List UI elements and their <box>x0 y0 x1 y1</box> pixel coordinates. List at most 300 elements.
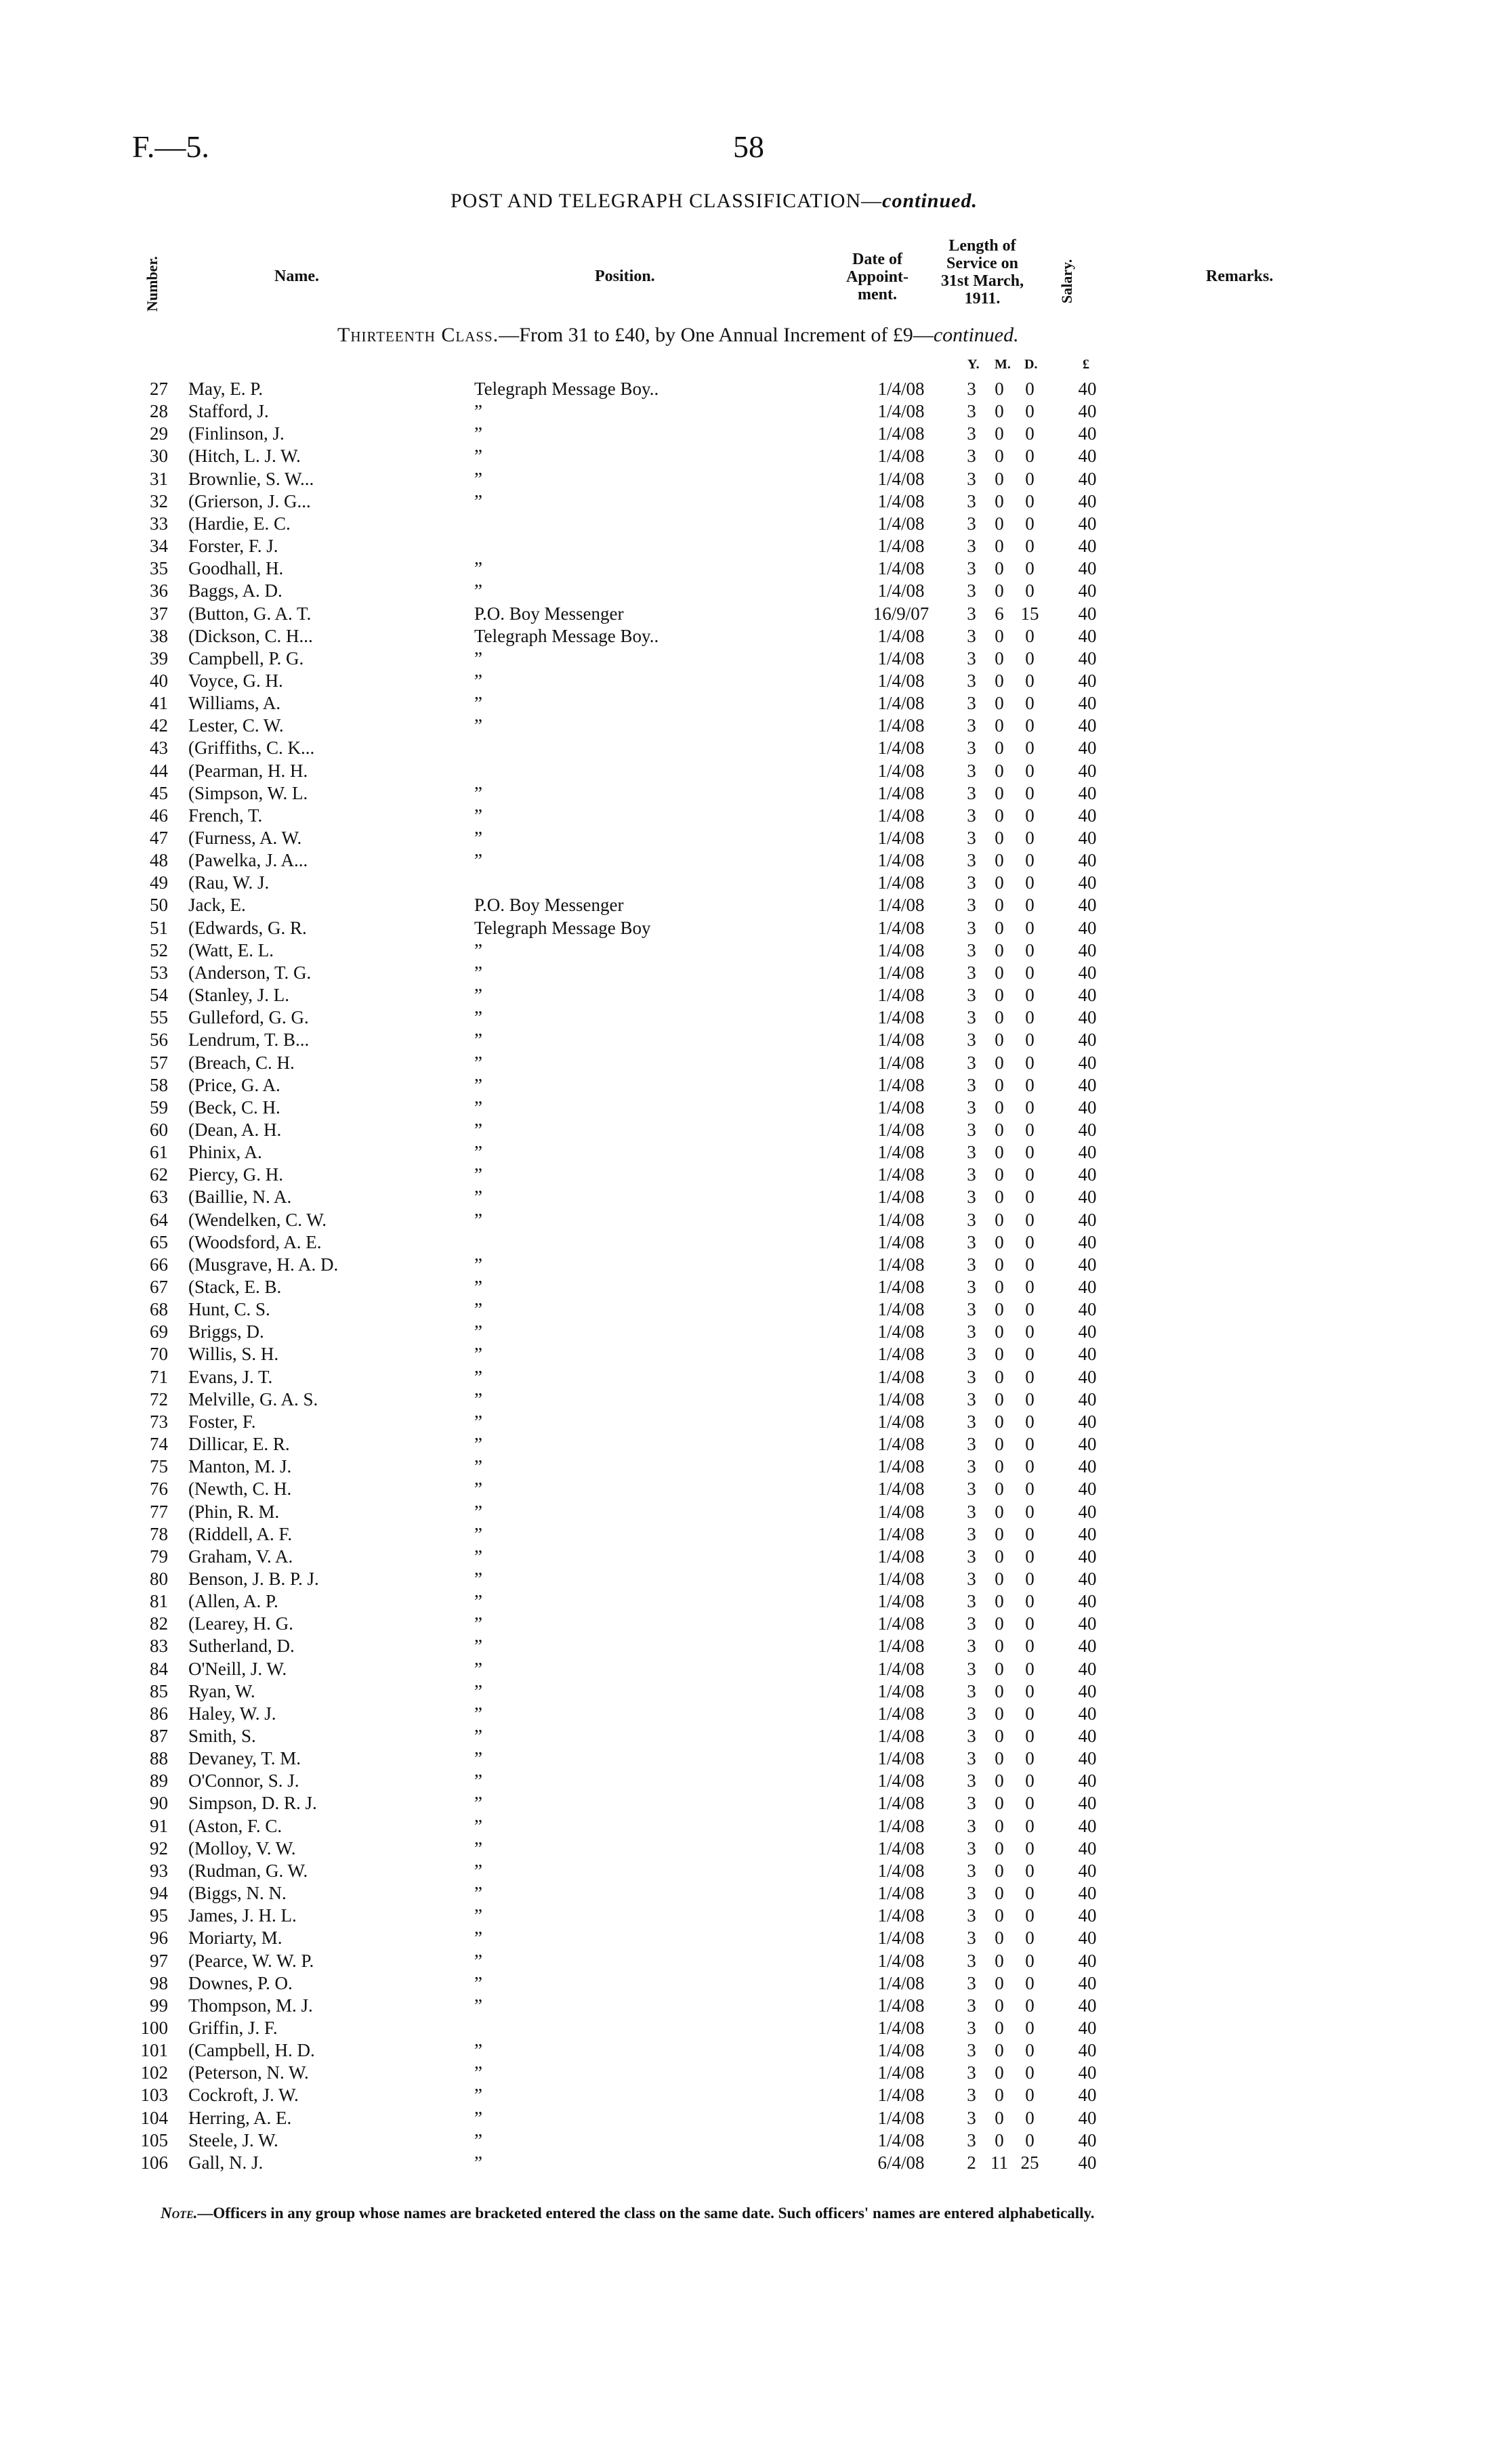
row-name: (Pearce, W. W. P. <box>188 1950 314 1971</box>
row-salary: 40 <box>1078 917 1097 938</box>
row-months: 0 <box>995 1793 1004 1814</box>
row-position: ” <box>474 828 482 848</box>
row-salary: 40 <box>1078 1748 1097 1769</box>
row-name: Haley, W. J. <box>188 1703 276 1724</box>
row-number: 46 <box>150 805 168 826</box>
row-number: 100 <box>140 2017 168 2038</box>
row-years: 3 <box>967 490 976 511</box>
row-position: ” <box>474 490 482 511</box>
row-date: 1/4/08 <box>877 1613 925 1634</box>
row-name: (Hitch, L. J. W. <box>188 446 301 467</box>
row-number: 47 <box>150 828 168 848</box>
row-salary: 40 <box>1078 1523 1097 1544</box>
row-date: 1/4/08 <box>877 895 925 916</box>
row-name: (Molloy, V. W. <box>188 1838 296 1858</box>
row-position: ” <box>474 2152 482 2173</box>
row-months: 0 <box>995 1142 1004 1163</box>
row-name: Benson, J. B. P. J. <box>188 1568 319 1589</box>
row-months: 0 <box>995 1434 1004 1455</box>
row-date: 1/4/08 <box>877 423 925 444</box>
row-name: (Stanley, J. L. <box>188 985 289 1006</box>
page-number: 58 <box>733 129 764 164</box>
row-days: 0 <box>1025 1703 1035 1724</box>
class-heading-suffix: continued. <box>933 324 1019 346</box>
row-salary: 40 <box>1078 2152 1097 2173</box>
row-years: 3 <box>967 1838 976 1858</box>
row-salary: 40 <box>1078 670 1097 691</box>
row-years: 3 <box>967 1411 976 1432</box>
row-name: Stafford, J. <box>188 401 269 422</box>
row-salary: 40 <box>1078 1995 1097 2016</box>
row-months: 0 <box>995 1726 1004 1746</box>
column-header-remarks: Remarks. <box>1206 268 1274 285</box>
row-years: 3 <box>967 850 976 871</box>
row-salary: 40 <box>1078 1972 1097 1993</box>
row-date: 1/4/08 <box>877 1591 925 1612</box>
row-number: 60 <box>150 1119 168 1140</box>
row-date: 1/4/08 <box>877 1972 925 1993</box>
row-months: 0 <box>995 805 1004 826</box>
row-months: 0 <box>995 1277 1004 1297</box>
row-days: 0 <box>1025 1254 1035 1275</box>
row-position: ” <box>474 2040 482 2061</box>
row-name: Melville, G. A. S. <box>188 1388 318 1409</box>
row-years: 3 <box>967 1972 976 1993</box>
row-number: 67 <box>150 1277 168 1297</box>
row-date: 1/4/08 <box>877 1636 925 1657</box>
row-position: ” <box>474 580 482 601</box>
row-months: 0 <box>995 715 1004 736</box>
row-years: 3 <box>967 1277 976 1297</box>
row-years: 3 <box>967 1680 976 1701</box>
row-number: 89 <box>150 1770 168 1791</box>
row-days: 0 <box>1025 1838 1035 1858</box>
row-days: 0 <box>1025 536 1035 557</box>
row-date: 1/4/08 <box>877 1479 925 1500</box>
row-position: ” <box>474 1254 482 1275</box>
row-date: 1/4/08 <box>877 1523 925 1544</box>
row-date: 1/4/08 <box>877 1434 925 1455</box>
row-salary: 40 <box>1078 1366 1097 1387</box>
column-header-name: Name. <box>274 268 319 285</box>
row-days: 0 <box>1025 1726 1035 1746</box>
row-days: 0 <box>1025 423 1035 444</box>
row-salary: 40 <box>1078 1411 1097 1432</box>
row-date: 1/4/08 <box>877 962 925 983</box>
row-number: 86 <box>150 1703 168 1724</box>
row-number: 93 <box>150 1860 168 1881</box>
row-date: 1/4/08 <box>877 2062 925 2083</box>
row-position: ” <box>474 1860 482 1881</box>
row-name: Downes, P. O. <box>188 1972 293 1993</box>
row-number: 35 <box>150 558 168 579</box>
row-years: 3 <box>967 1029 976 1050</box>
footnote-label: Note. <box>161 2205 198 2222</box>
row-years: 3 <box>967 1703 976 1724</box>
row-position: ” <box>474 1097 482 1118</box>
row-position: ” <box>474 1591 482 1612</box>
row-position: ” <box>474 401 482 422</box>
row-days: 0 <box>1025 1434 1035 1455</box>
row-date: 1/4/08 <box>877 1254 925 1275</box>
row-position: ” <box>474 715 482 736</box>
row-salary: 40 <box>1078 647 1097 668</box>
row-name: May, E. P. <box>188 379 264 399</box>
footnote <box>161 2205 1094 2222</box>
row-salary: 40 <box>1078 738 1097 759</box>
row-days: 0 <box>1025 1209 1035 1230</box>
row-months: 0 <box>995 1883 1004 1904</box>
row-name: Devaney, T. M. <box>188 1748 301 1769</box>
row-years: 3 <box>967 1950 976 1971</box>
row-salary: 40 <box>1078 1254 1097 1275</box>
row-years: 3 <box>967 1636 976 1657</box>
row-years: 3 <box>967 1299 976 1320</box>
row-date: 1/4/08 <box>877 985 925 1006</box>
row-date: 1/4/08 <box>877 446 925 467</box>
row-months: 0 <box>995 558 1004 579</box>
row-days: 0 <box>1025 468 1035 489</box>
row-salary: 40 <box>1078 2085 1097 2106</box>
row-name: Smith, S. <box>188 1726 256 1746</box>
row-number: 68 <box>150 1299 168 1320</box>
row-years: 3 <box>967 805 976 826</box>
row-months: 0 <box>995 738 1004 759</box>
row-position: ” <box>474 670 482 691</box>
row-salary: 40 <box>1078 379 1097 399</box>
row-number: 38 <box>150 625 168 646</box>
row-date: 1/4/08 <box>877 1344 925 1365</box>
row-years: 3 <box>967 1456 976 1477</box>
row-name: Graham, V. A. <box>188 1546 293 1567</box>
row-months: 0 <box>995 2040 1004 2061</box>
row-number: 51 <box>150 917 168 938</box>
row-date: 1/4/08 <box>877 1950 925 1971</box>
row-number: 77 <box>150 1501 168 1522</box>
row-date: 1/4/08 <box>877 490 925 511</box>
row-months: 0 <box>995 1815 1004 1836</box>
subhead-pound: £ <box>1083 357 1089 372</box>
row-position: ” <box>474 1434 482 1455</box>
row-number: 39 <box>150 647 168 668</box>
row-position: ” <box>474 1972 482 1993</box>
row-number: 74 <box>150 1434 168 1455</box>
row-days: 0 <box>1025 1479 1035 1500</box>
row-number: 99 <box>150 1995 168 2016</box>
row-years: 3 <box>967 2107 976 2128</box>
row-months: 0 <box>995 939 1004 960</box>
row-days: 0 <box>1025 1860 1035 1881</box>
row-days: 0 <box>1025 1388 1035 1409</box>
row-number: 29 <box>150 423 168 444</box>
row-months: 0 <box>995 1928 1004 1949</box>
row-salary: 40 <box>1078 1928 1097 1949</box>
row-name: (Anderson, T. G. <box>188 962 312 983</box>
row-months: 0 <box>995 828 1004 848</box>
row-position: ” <box>474 962 482 983</box>
row-months: 0 <box>995 1231 1004 1252</box>
row-date: 1/4/08 <box>877 513 925 534</box>
row-name: Evans, J. T. <box>188 1366 273 1387</box>
row-name: Lester, C. W. <box>188 715 284 736</box>
row-position: ” <box>474 1321 482 1342</box>
row-years: 3 <box>967 715 976 736</box>
row-name: Gall, N. J. <box>188 2152 264 2173</box>
row-position: ” <box>474 1187 482 1208</box>
row-name: (Grierson, J. G... <box>188 490 311 511</box>
row-days: 0 <box>1025 558 1035 579</box>
row-position: ” <box>474 1164 482 1185</box>
row-number: 94 <box>150 1883 168 1904</box>
row-years: 3 <box>967 580 976 601</box>
row-date: 1/4/08 <box>877 738 925 759</box>
row-position: ” <box>474 1277 482 1297</box>
row-months: 0 <box>995 625 1004 646</box>
row-years: 3 <box>967 670 976 691</box>
row-days: 0 <box>1025 1793 1035 1814</box>
row-position: Telegraph Message Boy.. <box>474 379 659 399</box>
row-salary: 40 <box>1078 2129 1097 2150</box>
row-salary: 40 <box>1078 962 1097 983</box>
row-months: 0 <box>995 985 1004 1006</box>
row-date: 1/4/08 <box>877 782 925 803</box>
row-number: 37 <box>150 603 168 624</box>
row-date: 1/4/08 <box>877 1680 925 1701</box>
row-years: 3 <box>967 513 976 534</box>
row-years: 3 <box>967 1321 976 1342</box>
row-years: 3 <box>967 939 976 960</box>
column-header-salary: Salary. <box>1058 259 1075 303</box>
row-years: 3 <box>967 1748 976 1769</box>
row-number: 106 <box>140 2152 168 2173</box>
row-days: 0 <box>1025 2040 1035 2061</box>
row-number: 62 <box>150 1164 168 1185</box>
row-date: 1/4/08 <box>877 1726 925 1746</box>
row-name: O'Connor, S. J. <box>188 1770 299 1791</box>
class-heading-prefix: Thirteenth Class. <box>337 324 499 346</box>
row-months: 0 <box>995 423 1004 444</box>
row-name: (Rau, W. J. <box>188 872 270 893</box>
row-position: ” <box>474 1680 482 1701</box>
row-number: 34 <box>150 536 168 557</box>
row-days: 0 <box>1025 1321 1035 1342</box>
row-days: 0 <box>1025 1613 1035 1634</box>
row-position: ” <box>474 2085 482 2106</box>
row-number: 49 <box>150 872 168 893</box>
row-name: Ryan, W. <box>188 1680 255 1701</box>
row-number: 48 <box>150 850 168 871</box>
row-position: ” <box>474 1995 482 2016</box>
row-years: 3 <box>967 782 976 803</box>
row-name: (Edwards, G. R. <box>188 917 307 938</box>
row-days: 0 <box>1025 738 1035 759</box>
row-number: 61 <box>150 1142 168 1163</box>
row-salary: 40 <box>1078 1097 1097 1118</box>
row-days: 0 <box>1025 1029 1035 1050</box>
row-months: 0 <box>995 536 1004 557</box>
row-months: 0 <box>995 1770 1004 1791</box>
row-months: 0 <box>995 693 1004 714</box>
row-months: 0 <box>995 446 1004 467</box>
row-years: 3 <box>967 1074 976 1095</box>
row-days: 0 <box>1025 513 1035 534</box>
row-number: 105 <box>140 2129 168 2150</box>
row-date: 1/4/08 <box>877 625 925 646</box>
row-years: 2 <box>967 2152 976 2173</box>
row-date: 1/4/08 <box>877 670 925 691</box>
row-date: 1/4/08 <box>877 1366 925 1387</box>
row-days: 0 <box>1025 2017 1035 2038</box>
row-name: Simpson, D. R. J. <box>188 1793 317 1814</box>
row-name: (Griffiths, C. K... <box>188 738 315 759</box>
row-position: ” <box>474 1411 482 1432</box>
row-months: 0 <box>995 1636 1004 1657</box>
row-days: 0 <box>1025 1097 1035 1118</box>
row-number: 102 <box>140 2062 168 2083</box>
row-years: 3 <box>967 1231 976 1252</box>
row-salary: 40 <box>1078 1119 1097 1140</box>
row-months: 0 <box>995 850 1004 871</box>
row-number: 96 <box>150 1928 168 1949</box>
row-years: 3 <box>967 1501 976 1522</box>
row-years: 3 <box>967 1860 976 1881</box>
row-months: 0 <box>995 782 1004 803</box>
row-date: 1/4/08 <box>877 468 925 489</box>
row-months: 0 <box>995 1838 1004 1858</box>
row-years: 3 <box>967 1905 976 1926</box>
row-date: 1/4/08 <box>877 536 925 557</box>
row-salary: 40 <box>1078 1815 1097 1836</box>
row-salary: 40 <box>1078 1501 1097 1522</box>
row-months: 0 <box>995 1254 1004 1275</box>
row-number: 97 <box>150 1950 168 1971</box>
row-salary: 40 <box>1078 805 1097 826</box>
row-number: 81 <box>150 1591 168 1612</box>
row-days: 0 <box>1025 1950 1035 1971</box>
row-years: 3 <box>967 1591 976 1612</box>
row-position: ” <box>474 1905 482 1926</box>
class-heading-text: —From 31 to £40, by One Annual Increment of £9— <box>499 324 934 346</box>
row-years: 3 <box>967 962 976 983</box>
row-number: 66 <box>150 1254 168 1275</box>
row-salary: 40 <box>1078 1680 1097 1701</box>
row-years: 3 <box>967 895 976 916</box>
row-date: 1/4/08 <box>877 1097 925 1118</box>
row-salary: 40 <box>1078 1456 1097 1477</box>
row-years: 3 <box>967 1726 976 1746</box>
row-date: 1/4/08 <box>877 1074 925 1095</box>
row-number: 43 <box>150 738 168 759</box>
row-name: Thompson, M. J. <box>188 1995 313 2016</box>
column-header-number: Number. <box>144 256 161 312</box>
row-position: ” <box>474 939 482 960</box>
row-months: 0 <box>995 2062 1004 2083</box>
row-name: (Woodsford, A. E. <box>188 1231 322 1252</box>
row-months: 0 <box>995 1995 1004 2016</box>
row-number: 45 <box>150 782 168 803</box>
row-days: 15 <box>1020 603 1039 624</box>
row-name: Jack, E. <box>188 895 246 916</box>
row-days: 0 <box>1025 1523 1035 1544</box>
row-name: (Button, G. A. T. <box>188 603 312 624</box>
row-date: 1/4/08 <box>877 2085 925 2106</box>
row-salary: 40 <box>1078 1636 1097 1657</box>
row-salary: 40 <box>1078 2062 1097 2083</box>
row-date: 1/4/08 <box>877 1456 925 1477</box>
row-date: 1/4/08 <box>877 1299 925 1320</box>
row-salary: 40 <box>1078 1434 1097 1455</box>
row-number: 30 <box>150 446 168 467</box>
row-date: 1/4/08 <box>877 580 925 601</box>
row-name: Phinix, A. <box>188 1142 262 1163</box>
row-date: 1/4/08 <box>877 2107 925 2128</box>
row-number: 82 <box>150 1613 168 1634</box>
row-position: ” <box>474 1613 482 1634</box>
row-date: 1/4/08 <box>877 1388 925 1409</box>
column-header-length: Length of Service on 31st March, 1911. <box>940 237 1024 307</box>
row-days: 0 <box>1025 580 1035 601</box>
row-salary: 40 <box>1078 1883 1097 1904</box>
row-name: Moriarty, M. <box>188 1928 283 1949</box>
row-name: Foster, F. <box>188 1411 256 1432</box>
row-months: 0 <box>995 1411 1004 1432</box>
row-years: 3 <box>967 2085 976 2106</box>
row-date: 1/4/08 <box>877 1815 925 1836</box>
row-position: P.O. Boy Messenger <box>474 895 624 916</box>
row-position: Telegraph Message Boy.. <box>474 625 659 646</box>
row-days: 0 <box>1025 625 1035 646</box>
row-number: 88 <box>150 1748 168 1769</box>
row-months: 11 <box>990 2152 1008 2173</box>
row-days: 0 <box>1025 1119 1035 1140</box>
row-name: (Learey, H. G. <box>188 1613 293 1634</box>
row-position: ” <box>474 1299 482 1320</box>
row-years: 3 <box>967 2062 976 2083</box>
row-days: 0 <box>1025 2129 1035 2150</box>
row-days: 0 <box>1025 1344 1035 1365</box>
row-years: 3 <box>967 1523 976 1544</box>
row-days: 0 <box>1025 1501 1035 1522</box>
row-years: 3 <box>967 1187 976 1208</box>
row-salary: 40 <box>1078 693 1097 714</box>
subhead-years: Y. <box>967 357 980 372</box>
row-years: 3 <box>967 985 976 1006</box>
row-years: 3 <box>967 1815 976 1836</box>
row-number: 85 <box>150 1680 168 1701</box>
row-number: 63 <box>150 1187 168 1208</box>
row-months: 0 <box>995 1164 1004 1185</box>
row-salary: 40 <box>1078 1479 1097 1500</box>
row-days: 0 <box>1025 1546 1035 1567</box>
row-position: Telegraph Message Boy <box>474 917 651 938</box>
row-months: 0 <box>995 1546 1004 1567</box>
row-date: 1/4/08 <box>877 828 925 848</box>
row-years: 3 <box>967 1209 976 1230</box>
row-name: Lendrum, T. B... <box>188 1029 310 1050</box>
row-position: ” <box>474 985 482 1006</box>
row-position: ” <box>474 693 482 714</box>
row-days: 0 <box>1025 647 1035 668</box>
row-years: 3 <box>967 2017 976 2038</box>
row-years: 3 <box>967 1928 976 1949</box>
row-years: 3 <box>967 423 976 444</box>
row-salary: 40 <box>1078 1187 1097 1208</box>
row-months: 0 <box>995 1187 1004 1208</box>
row-number: 84 <box>150 1658 168 1679</box>
row-salary: 40 <box>1078 625 1097 646</box>
row-days: 0 <box>1025 1972 1035 1993</box>
row-days: 0 <box>1025 1905 1035 1926</box>
